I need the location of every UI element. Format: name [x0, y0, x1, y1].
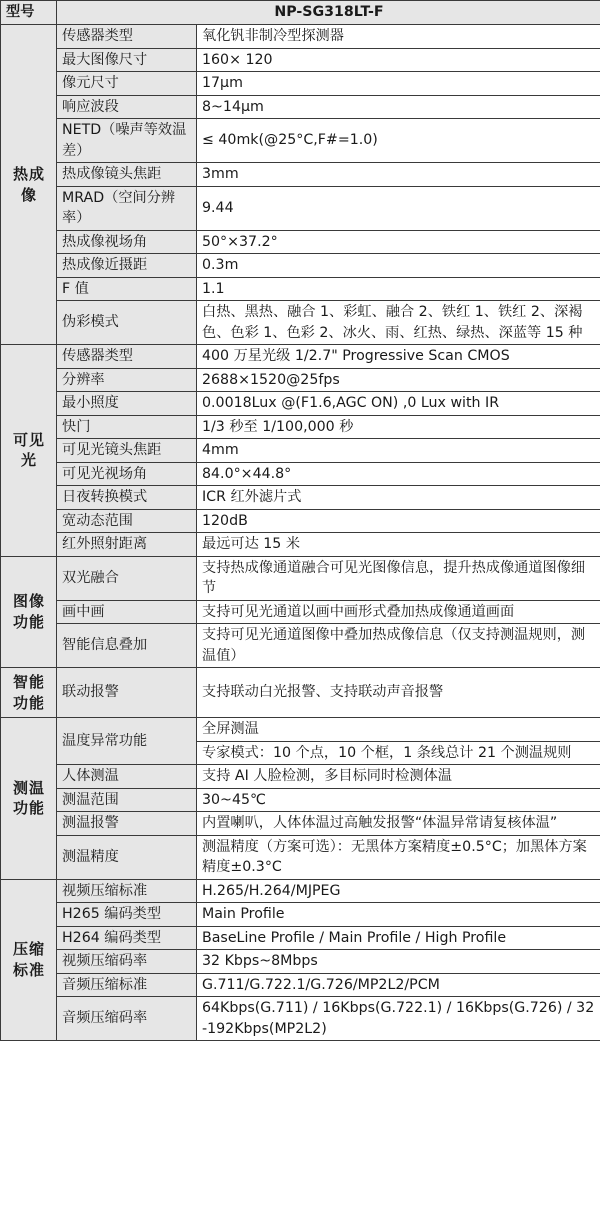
- row-key: 测温精度: [57, 835, 197, 879]
- group-label-compression: 压缩标准: [1, 879, 57, 1041]
- row-key: 最小照度: [57, 392, 197, 416]
- row-value: G.711/G.722.1/G.726/MP2L2/PCM: [197, 973, 600, 997]
- table-row: [1, 879, 600, 903]
- row-value: H.265/H.264/MJPEG: [197, 879, 600, 903]
- row-key: 联动报警: [57, 668, 197, 718]
- table-row: [1, 48, 600, 72]
- table-row: [1, 301, 600, 345]
- table-row: [1, 439, 600, 463]
- table-row: [1, 835, 600, 879]
- row-value: 测温精度（方案可选）：无黑体方案精度±0.5°C；加黑体方案精度±0.3°C: [197, 835, 600, 879]
- row-value: ICR 红外滤片式: [197, 486, 600, 510]
- table-row: [1, 25, 600, 49]
- table-row: [1, 668, 600, 718]
- row-key: 画中画: [57, 600, 197, 624]
- row-key: 热成像近摄距: [57, 254, 197, 278]
- table-row: [1, 718, 600, 742]
- row-key: 伪彩模式: [57, 301, 197, 345]
- row-value: 全屏测温: [197, 718, 600, 742]
- row-key: 热成像镜头焦距: [57, 163, 197, 187]
- row-key: 视频压缩码率: [57, 950, 197, 974]
- table-row: [1, 345, 600, 369]
- table-row: [1, 556, 600, 600]
- table-row: [1, 600, 600, 624]
- row-key: 像元尺寸: [57, 72, 197, 96]
- row-key: 可见光镜头焦距: [57, 439, 197, 463]
- table-row: [1, 72, 600, 96]
- row-key: 音频压缩标准: [57, 973, 197, 997]
- row-value: 160× 120: [197, 48, 600, 72]
- table-row: [1, 533, 600, 557]
- row-value: 氧化钒非制冷型探测器: [197, 25, 600, 49]
- row-value: 17μm: [197, 72, 600, 96]
- group-label-smart: 智能功能: [1, 668, 57, 718]
- row-value: 3mm: [197, 163, 600, 187]
- row-value: 9.44: [197, 186, 600, 230]
- row-key: 热成像视场角: [57, 230, 197, 254]
- table-row: [1, 903, 600, 927]
- group-label-temperature: 测温功能: [1, 718, 57, 880]
- row-key: H264 编码类型: [57, 926, 197, 950]
- row-key: 温度异常功能: [57, 718, 197, 765]
- row-key: 智能信息叠加: [57, 624, 197, 668]
- row-key: 音频压缩码率: [57, 997, 197, 1041]
- table-row: [1, 486, 600, 510]
- row-value: 白热、黑热、融合 1、彩虹、融合 2、铁红 1、铁红 2、深褐色、色彩 1、色彩 2、冰火、雨、红热、绿热、深蓝等 15 种: [197, 301, 600, 345]
- row-key: 宽动态范围: [57, 509, 197, 533]
- row-key: 人体测温: [57, 765, 197, 789]
- row-key: 分辨率: [57, 368, 197, 392]
- row-value: 120dB: [197, 509, 600, 533]
- row-value: 0.0018Lux @(F1.6,AGC ON) ,0 Lux with IR: [197, 392, 600, 416]
- row-value: 支持可见光通道以画中画形式叠加热成像通道画面: [197, 600, 600, 624]
- row-key: H265 编码类型: [57, 903, 197, 927]
- row-key: 传感器类型: [57, 345, 197, 369]
- row-value: 专家模式：10 个点，10 个框，1 条线总计 21 个测温规则: [197, 741, 600, 765]
- row-key: 红外照射距离: [57, 533, 197, 557]
- table-row: [1, 186, 600, 230]
- row-value: BaseLine Profile / Main Profile / High Profile: [197, 926, 600, 950]
- row-key: 双光融合: [57, 556, 197, 600]
- group-label-thermal: 热成像: [1, 25, 57, 345]
- table-row: [1, 950, 600, 974]
- table-row: [1, 368, 600, 392]
- row-value: Main Profile: [197, 903, 600, 927]
- row-value: 支持热成像通道融合可见光图像信息，提升热成像通道图像细节: [197, 556, 600, 600]
- table-row: [1, 788, 600, 812]
- row-value: 支持可见光通道图像中叠加热成像信息（仅支持测温规则，测温值）: [197, 624, 600, 668]
- table-row: [1, 765, 600, 789]
- row-value: 64Kbps(G.711) / 16Kbps(G.722.1) / 16Kbps(G.726) / 32-192Kbps(MP2L2): [197, 997, 600, 1041]
- row-value: 支持联动白光报警、支持联动声音报警: [197, 668, 600, 718]
- group-label-visible: 可见光: [1, 345, 57, 557]
- table-row: [1, 926, 600, 950]
- table-row: [1, 624, 600, 668]
- table-header-row: [1, 1, 600, 25]
- row-key: MRAD（空间分辨率）: [57, 186, 197, 230]
- row-value: 400 万星光级 1/2.7" Progressive Scan CMOS: [197, 345, 600, 369]
- row-key: 测温范围: [57, 788, 197, 812]
- row-key: 测温报警: [57, 812, 197, 836]
- row-value: 0.3m: [197, 254, 600, 278]
- table-row: [1, 415, 600, 439]
- table-row: [1, 95, 600, 119]
- row-key: 日夜转换模式: [57, 486, 197, 510]
- table-row: [1, 392, 600, 416]
- row-key: 传感器类型: [57, 25, 197, 49]
- table-row: [1, 230, 600, 254]
- group-label-image: 图像功能: [1, 556, 57, 668]
- row-key: 响应波段: [57, 95, 197, 119]
- row-value: 内置喇叭，人体体温过高触发报警“体温异常请复核体温”: [197, 812, 600, 836]
- row-value: 32 Kbps~8Mbps: [197, 950, 600, 974]
- row-value: 2688×1520@25fps: [197, 368, 600, 392]
- table-row: [1, 812, 600, 836]
- product-model: NP-SG318LT-F: [57, 1, 600, 25]
- table-row: [1, 254, 600, 278]
- row-value: 支持 AI 人脸检测，多目标同时检测体温: [197, 765, 600, 789]
- table-row: [1, 277, 600, 301]
- row-key: 快门: [57, 415, 197, 439]
- table-row: [1, 119, 600, 163]
- table-row: [1, 462, 600, 486]
- row-value: 50°×37.2°: [197, 230, 600, 254]
- model-label: 型号: [1, 1, 57, 25]
- table-row: [1, 163, 600, 187]
- row-value: 1/3 秒至 1/100,000 秒: [197, 415, 600, 439]
- row-value: 4mm: [197, 439, 600, 463]
- table-row: [1, 509, 600, 533]
- row-value: ≤ 40mk(@25°C,F#=1.0): [197, 119, 600, 163]
- row-value: 30~45℃: [197, 788, 600, 812]
- row-key: NETD（噪声等效温差）: [57, 119, 197, 163]
- row-value: 8~14μm: [197, 95, 600, 119]
- row-key: 最大图像尺寸: [57, 48, 197, 72]
- table-row: [1, 997, 600, 1041]
- row-value: 最远可达 15 米: [197, 533, 600, 557]
- row-value: 84.0°×44.8°: [197, 462, 600, 486]
- row-key: F 值: [57, 277, 197, 301]
- row-key: 可见光视场角: [57, 462, 197, 486]
- row-value: 1.1: [197, 277, 600, 301]
- table-row: [1, 973, 600, 997]
- row-key: 视频压缩标准: [57, 879, 197, 903]
